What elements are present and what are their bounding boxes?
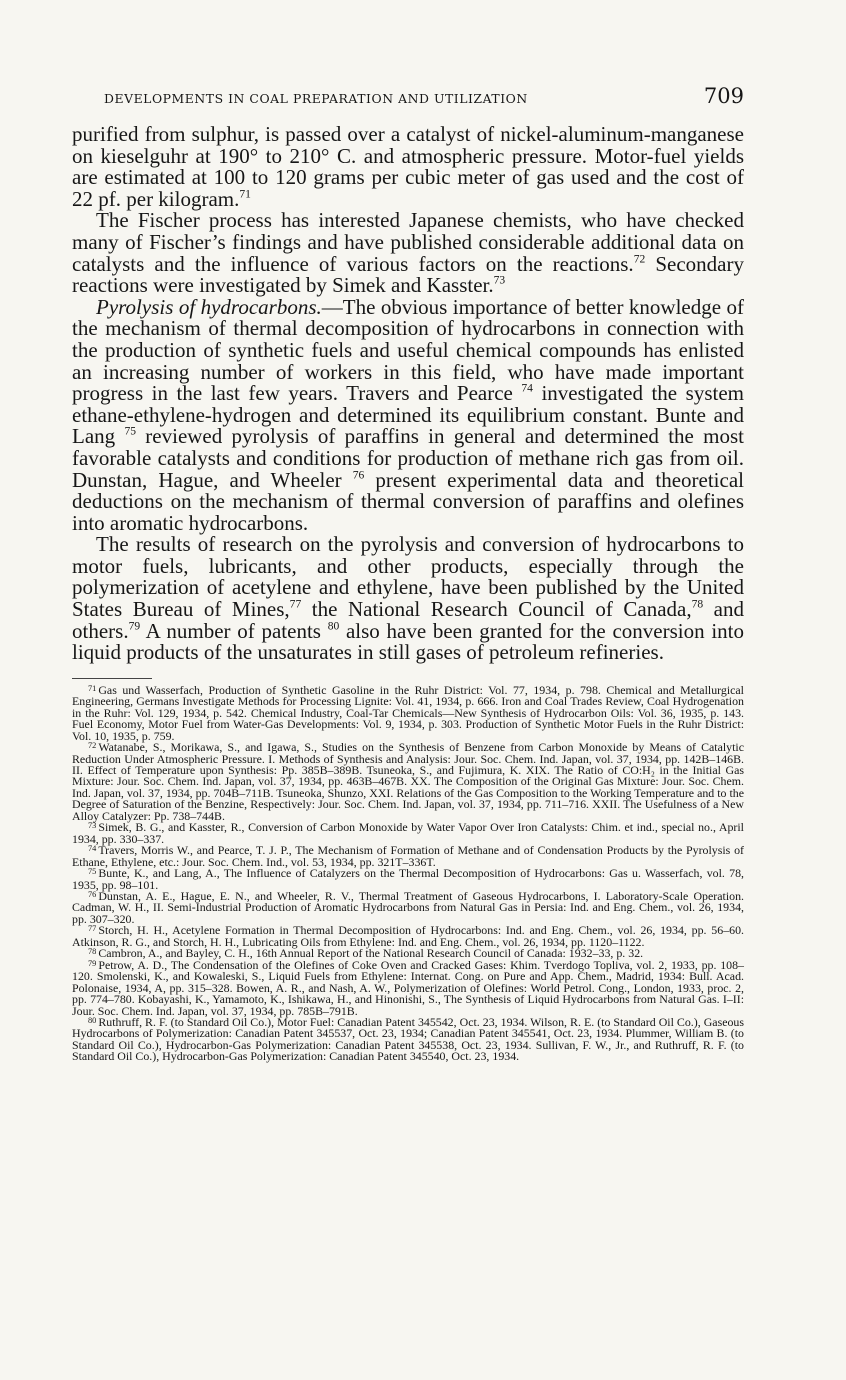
running-head: DEVELOPMENTS IN COAL PREPARATION AND UTILIZATION bbox=[104, 91, 528, 106]
footnote-ref: 74 bbox=[521, 382, 533, 395]
paragraph-text: reviewed pyrolysis of paraffins in general and determined the most favorable catalysts and conditions for production of methane rich gas from oil. Dunstan, Hague, and Wheeler bbox=[72, 424, 745, 492]
footnote-number: 76 bbox=[88, 890, 97, 900]
footnote-number: 78 bbox=[88, 947, 97, 957]
footnote-text: Simek, B. G., and Kasster, R., Conversion of Carbon Monoxide by Water Vapor Over Iron Catalysts: Chim. et ind., special no., April 1934, pp. 330–337. bbox=[72, 820, 744, 846]
paragraph-text: and others. bbox=[72, 597, 745, 643]
paragraph-text: the National Research Council of Canada, bbox=[301, 597, 692, 622]
footnote-ref: 77 bbox=[289, 598, 302, 611]
footnote-76 bbox=[72, 891, 744, 925]
footnote-ref: 79 bbox=[128, 620, 141, 632]
footnote-ref: 78 bbox=[691, 598, 704, 611]
footnote-80 bbox=[72, 1014, 744, 1064]
footnote-ref: 73 bbox=[493, 274, 506, 287]
section-heading: Pyrolysis of hydrocarbons. bbox=[96, 294, 322, 319]
paragraph-text: —The obvious importance of better knowledge of the mechanism of thermal decomposition of hydrocarbons in connection with the production of synthetic fuels and useful chemical compounds has enlisted an increasing number of workers in this field, who have made important progress in the last few years. Travers and Pearce bbox=[72, 294, 745, 406]
footnote-text: Ruthruff, R. F. (to Standard Oil Co.), Motor Fuel: Canadian Patent 345542, Oct. 23, 1934. Wilson, R. E. (to Standard Oil Co.), Gaseous Hydrocarbons of Polymerization: Canadian Patent 345537, Oct. 23, 1934; Canadian Patent 345541, Oct. 23, 1934. Plummer, William B. (to Standard Oil Co.), Hydrocarbon-Gas Polymerization: Canadian Patent 345538, Oct. 23, 1934. Sullivan, F. W., Jr., and Ruthruff, R. F. (to Standard Oil Co.), Hydrocarbon-Gas Polymerization: Canadian Patent 345540, Oct. 23, 1934. bbox=[72, 1014, 744, 1064]
footnote-77 bbox=[72, 925, 744, 948]
footnote-text: Petrow, A. D., The Condensation of the Olefines of Coke Oven and Cracked Gases: Khim. Tverdogo Topliva, vol. 2, 1933, pp. 108–120. Smolenski, K., and Kowaleski, S., Liquid Fuels from Ethylene: Internat. Cong. on Pure and App. Chem., Madrid, 1934: Bull. Acad. Polonaise, 1934, A, pp. 315–328. Bowen, A. R., and Nash, A. W., Polymerization of Olefines: World Petrol. Cong., London, 1933, proc. 2, pp. 774–780. Kobayashi, K., Yamamoto, K., Ishikawa, H., and Hinonishi, S., The Synthesis of Liquid Hydrocarbons from Natural Gas. I–II: Jour. Soc. Chem. Ind. Japan, vol. 37, 1934, pp. 785B–791B. bbox=[72, 957, 744, 1018]
page bbox=[72, 84, 744, 1063]
paragraph-text: The results of research on the pyrolysis and conversion of hydrocarbons to motor fuels, lubricants, and other products, especially through the polymerization of acetylene and ethylene, have been published by the United States Bureau of Mines, bbox=[72, 532, 744, 622]
paragraph-text: Secondary reactions were investigated by Simek and Kasster. bbox=[72, 251, 744, 298]
footnote-number: 74 bbox=[88, 844, 97, 854]
paragraph-text: investigated the system ethane-ethylene-hydrogen and determined its equilibrium constant. Bunte and Lang bbox=[72, 381, 744, 449]
footnote-text: Storch, H. H., Acetylene Formation in Thermal Decomposition of Hydrocarbons: Ind. and Eng. Chem., vol. 26, 1934, pp. 56–60. Atkinson, R. G., and Storch, H. H., Lubricating Oils from Ethylene: Ind. and Eng. Chem., vol. 26, 1934, pp. 1120–1122. bbox=[72, 923, 744, 949]
footnote-number: 72 bbox=[88, 741, 97, 751]
page-header bbox=[72, 84, 744, 124]
footnote-text: Travers, Morris W., and Pearce, T. J. P., The Mechanism of Formation of Methane and of Condensation Products by the Pyrolysis of Ethane, Ethylene, etc.: Jour. Soc. Chem. Ind., vol. 53, 1934, pp. 321T–336T. bbox=[72, 843, 744, 869]
paragraph-text: A number of patents bbox=[140, 618, 328, 643]
body-text bbox=[72, 124, 744, 664]
footnote-75 bbox=[72, 868, 744, 891]
paragraph-2 bbox=[72, 210, 744, 296]
footnote-text: Gas und Wasserfach, Production of Synthetic Gasoline in the Ruhr District: Vol. 77, 1934, p. 798. Chemical and Metallurgical Engineering, Germans Investigate Methods for Processing Lignite: Vol. 41, 1934, p. 666. Iron and Coal Trades Review, Coal Hydrogenation in the Ruhr: Vol. 129, 1934, p. 542. Chemical Industry, Coal-Tar Chemicals—New Synthesis of Hydrocarbon Oils: Vol. 36, 1935, p. 143. Fuel Economy, Motor Fuel from Water-Gas Developments: Vol. 9, 1934, p. 303. Production of Synthetic Motor Fuels in the Ruhr District: Vol. 10, 1935, p. 759. bbox=[72, 682, 744, 743]
footnote-number: 75 bbox=[88, 867, 97, 877]
footnote-number: 79 bbox=[88, 958, 97, 968]
footnote-74 bbox=[72, 845, 744, 868]
footnote-ref: 80 bbox=[327, 620, 340, 632]
paragraph-text: The Fischer process has interested Japanese chemists, who have checked many of Fischer’s findings and have published considerable additional data on catalysts and the influence of various factors on the reactions. bbox=[72, 208, 744, 276]
paragraph-3 bbox=[72, 294, 745, 535]
footnote-text: Cambron, A., and Bayley, C. H., 16th Annual Report of the National Research Council of Canada: 1932–33, p. 32. bbox=[98, 946, 644, 961]
footnote-number: 71 bbox=[88, 683, 97, 693]
paragraph-4 bbox=[72, 534, 744, 664]
paragraph-text: also have been granted for the conversion into liquid products of the unsaturates in still gases of petroleum refineries. bbox=[72, 618, 744, 665]
footnote-ref: 75 bbox=[124, 425, 136, 438]
footnote-ref: 71 bbox=[239, 188, 251, 201]
footnote-ref: 72 bbox=[633, 252, 646, 265]
footnote-71 bbox=[72, 682, 744, 743]
footnote-text: Dunstan, A. E., Hague, E. N., and Wheeler, R. V., Thermal Treatment of Gaseous Hydrocarbons, I. Laboratory-Scale Operation. Cadman, W. H., II. Semi-Industrial Production of Aromatic Hydrocarbons from Natural Gas in Persia: Ind. and Eng. Chem., vol. 26, 1934, pp. 307–320. bbox=[72, 889, 744, 926]
footnote-ref: 76 bbox=[352, 468, 365, 481]
footnote-text: Watanabe, S., Morikawa, S., and Igawa, S., Studies on the Synthesis of Benzene from Carbon Monoxide by Means of Catalytic Reduction Under Atmospheric Pressure. I. Methods of Synthesis and Analysis: Jour. Soc. Chem. Ind. Japan, vol. 37, 1934, pp. 142B–146B. II. Effect of Temperature upon Synthesis: Pp. 385B–389B. Tsuneoka, S., and Fujimura, K. XIX. The Ratio of CO:H₂ in the Initial Gas Mixture: Jour. Soc. Chem. Ind. Japan, vol. 37, 1934, pp. 463B–467B. XX. The Composition of the Original Gas Mixture: Jour. Soc. Chem. Ind. Japan, vol. 37, 1934, pp. 704B–711B. Tsuneoka, Shunzo, XXI. Relations of the Gas Composition to the Working Temperature and to the Degree of Saturation of the Benzine, Respectively: Jour. Soc. Chem. Ind. Japan, vol. 37, 1934, pp. 711–716. XXII. The Usefulness of a New Alloy Catalyzer: Pp. 738–744B. bbox=[72, 740, 744, 823]
paragraph-text: present experimental data and theoretical deductions on the mechanism of thermal conversion of paraffins and olefines into aromatic hydrocarbons. bbox=[72, 467, 744, 535]
footnote-number: 73 bbox=[88, 821, 97, 831]
footnote-73 bbox=[72, 822, 744, 845]
page-number: 709 bbox=[703, 84, 744, 108]
footnote-79 bbox=[72, 957, 744, 1018]
footnotes bbox=[72, 682, 744, 1064]
footnote-divider bbox=[72, 678, 152, 679]
footnote-72 bbox=[72, 742, 744, 822]
footnote-number: 80 bbox=[88, 1016, 97, 1026]
footnote-text: Bunte, K., and Lang, A., The Influence of Catalyzers on the Thermal Decomposition of Hydrocarbons: Gas u. Wasserfach, vol. 78, 1935, pp. 98–101. bbox=[72, 866, 744, 892]
paragraph-text: purified from sulphur, is passed over a catalyst of nickel-aluminum-manganese on kieselguhr at 190° to 210° C. and atmospheric pressure. Motor-fuel yields are estimated at 100 to 120 grams per cubic meter of gas used and the cost of 22 pf. per kilogram. bbox=[72, 122, 744, 211]
footnote-number: 77 bbox=[88, 924, 97, 934]
paragraph-1 bbox=[72, 124, 744, 210]
